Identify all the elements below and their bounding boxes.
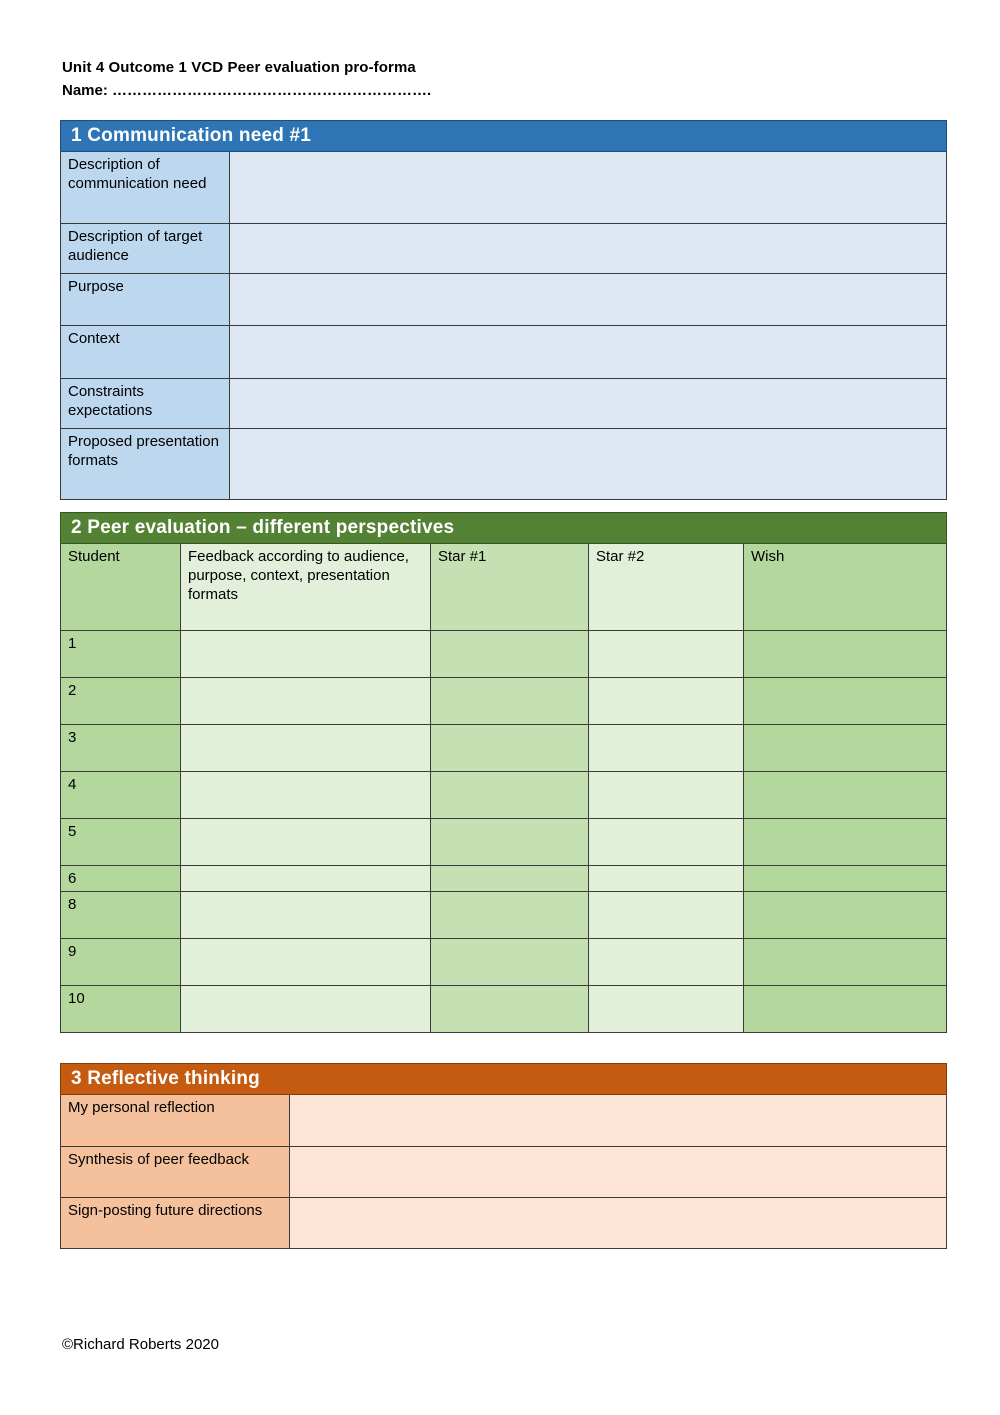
field-star-1[interactable]: [431, 939, 589, 986]
section-3-field-my-personal-reflection[interactable]: [290, 1095, 947, 1147]
section-1-label-proposed-presentation-formats: Proposed presentation formats: [61, 429, 230, 500]
section-3-label-my-personal-reflection: My personal reflection: [61, 1095, 290, 1147]
section-2-heading-row: [61, 513, 947, 544]
field-star-2[interactable]: [589, 631, 744, 678]
field-star-1[interactable]: [431, 892, 589, 939]
section-1-communication-need: [60, 120, 947, 500]
student-number: 6: [61, 866, 181, 892]
table-row: [61, 866, 947, 892]
field-star-1[interactable]: [431, 631, 589, 678]
field-feedback[interactable]: [181, 772, 431, 819]
student-number: 1: [61, 631, 181, 678]
table-row: [61, 326, 947, 379]
field-wish[interactable]: [744, 892, 947, 939]
table-row: [61, 819, 947, 866]
column-header-wish: Wish: [744, 544, 947, 631]
table-row: [61, 892, 947, 939]
section-1-field-proposed-presentation-formats[interactable]: [230, 429, 947, 500]
field-wish[interactable]: [744, 725, 947, 772]
student-number: 5: [61, 819, 181, 866]
field-star-1[interactable]: [431, 678, 589, 725]
section-2-peer-evaluation: [60, 512, 947, 1033]
column-header-student: Student: [61, 544, 181, 631]
section-3-reflective-thinking: [60, 1063, 947, 1249]
page-title: Unit 4 Outcome 1 VCD Peer evaluation pro-forma: [62, 59, 416, 76]
field-star-2[interactable]: [589, 939, 744, 986]
table-row: [61, 429, 947, 500]
field-star-1[interactable]: [431, 772, 589, 819]
column-header-star-1: Star #1: [431, 544, 589, 631]
field-star-2[interactable]: [589, 772, 744, 819]
section-1-label-description-of-communication-need: Description of communication need: [61, 152, 230, 224]
student-number: 3: [61, 725, 181, 772]
table-row: [61, 1198, 947, 1249]
copyright-footer: ©Richard Roberts 2020: [62, 1336, 219, 1353]
section-3-label-sign-posting-future-directions: Sign-posting future directions: [61, 1198, 290, 1249]
field-feedback[interactable]: [181, 725, 431, 772]
section-1-label-context: Context: [61, 326, 230, 379]
student-number: 10: [61, 986, 181, 1033]
field-wish[interactable]: [744, 678, 947, 725]
column-header-star-2: Star #2: [589, 544, 744, 631]
document-header: [62, 58, 662, 101]
section-1-label-purpose: Purpose: [61, 274, 230, 326]
section-1-heading: 1 Communication need #1: [61, 121, 947, 152]
field-star-2[interactable]: [589, 819, 744, 866]
field-feedback[interactable]: [181, 939, 431, 986]
field-star-2[interactable]: [589, 866, 744, 892]
field-star-1[interactable]: [431, 819, 589, 866]
section-1-field-constraints-expectations[interactable]: [230, 379, 947, 429]
table-row: [61, 379, 947, 429]
field-star-1[interactable]: [431, 986, 589, 1033]
field-star-1[interactable]: [431, 866, 589, 892]
section-3-field-synthesis-of-peer-feedback[interactable]: [290, 1147, 947, 1198]
table-row: [61, 152, 947, 224]
section-3-heading-row: [61, 1064, 947, 1095]
field-star-2[interactable]: [589, 986, 744, 1033]
table-row: [61, 631, 947, 678]
section-1-field-context[interactable]: [230, 326, 947, 379]
student-number: 4: [61, 772, 181, 819]
field-wish[interactable]: [744, 939, 947, 986]
section-3-label-synthesis-of-peer-feedback: Synthesis of peer feedback: [61, 1147, 290, 1198]
section-1-label-constraints-expectations: Constraints expectations: [61, 379, 230, 429]
student-number: 8: [61, 892, 181, 939]
field-star-2[interactable]: [589, 725, 744, 772]
section-2-heading: 2 Peer evaluation – different perspectives: [61, 513, 947, 544]
field-wish[interactable]: [744, 631, 947, 678]
field-feedback[interactable]: [181, 892, 431, 939]
field-wish[interactable]: [744, 772, 947, 819]
table-row: [61, 1095, 947, 1147]
table-row: [61, 274, 947, 326]
field-feedback[interactable]: [181, 866, 431, 892]
field-wish[interactable]: [744, 819, 947, 866]
section-1-label-description-of-target-audience: Description of target audience: [61, 224, 230, 274]
section-1-field-description-of-target-audience[interactable]: [230, 224, 947, 274]
table-row: [61, 772, 947, 819]
column-header-feedback: Feedback according to audience, purpose, context, presentation formats: [181, 544, 431, 631]
section-1-field-description-of-communication-need[interactable]: [230, 152, 947, 224]
section-1-heading-row: [61, 121, 947, 152]
table-row: [61, 939, 947, 986]
section-3-field-sign-posting-future-directions[interactable]: [290, 1198, 947, 1249]
field-feedback[interactable]: [181, 678, 431, 725]
field-feedback[interactable]: [181, 631, 431, 678]
field-star-1[interactable]: [431, 725, 589, 772]
field-star-2[interactable]: [589, 892, 744, 939]
table-row: [61, 224, 947, 274]
student-number: 9: [61, 939, 181, 986]
section-3-heading: 3 Reflective thinking: [61, 1064, 947, 1095]
field-feedback[interactable]: [181, 986, 431, 1033]
field-feedback[interactable]: [181, 819, 431, 866]
field-wish[interactable]: [744, 866, 947, 892]
table-row: [61, 725, 947, 772]
field-wish[interactable]: [744, 986, 947, 1033]
name-field-line: Name: ……………………………………………………….: [62, 82, 432, 99]
table-row: [61, 678, 947, 725]
section-2-column-header-row: [61, 544, 947, 631]
student-number: 2: [61, 678, 181, 725]
section-1-field-purpose[interactable]: [230, 274, 947, 326]
table-row: [61, 986, 947, 1033]
table-row: [61, 1147, 947, 1198]
field-star-2[interactable]: [589, 678, 744, 725]
